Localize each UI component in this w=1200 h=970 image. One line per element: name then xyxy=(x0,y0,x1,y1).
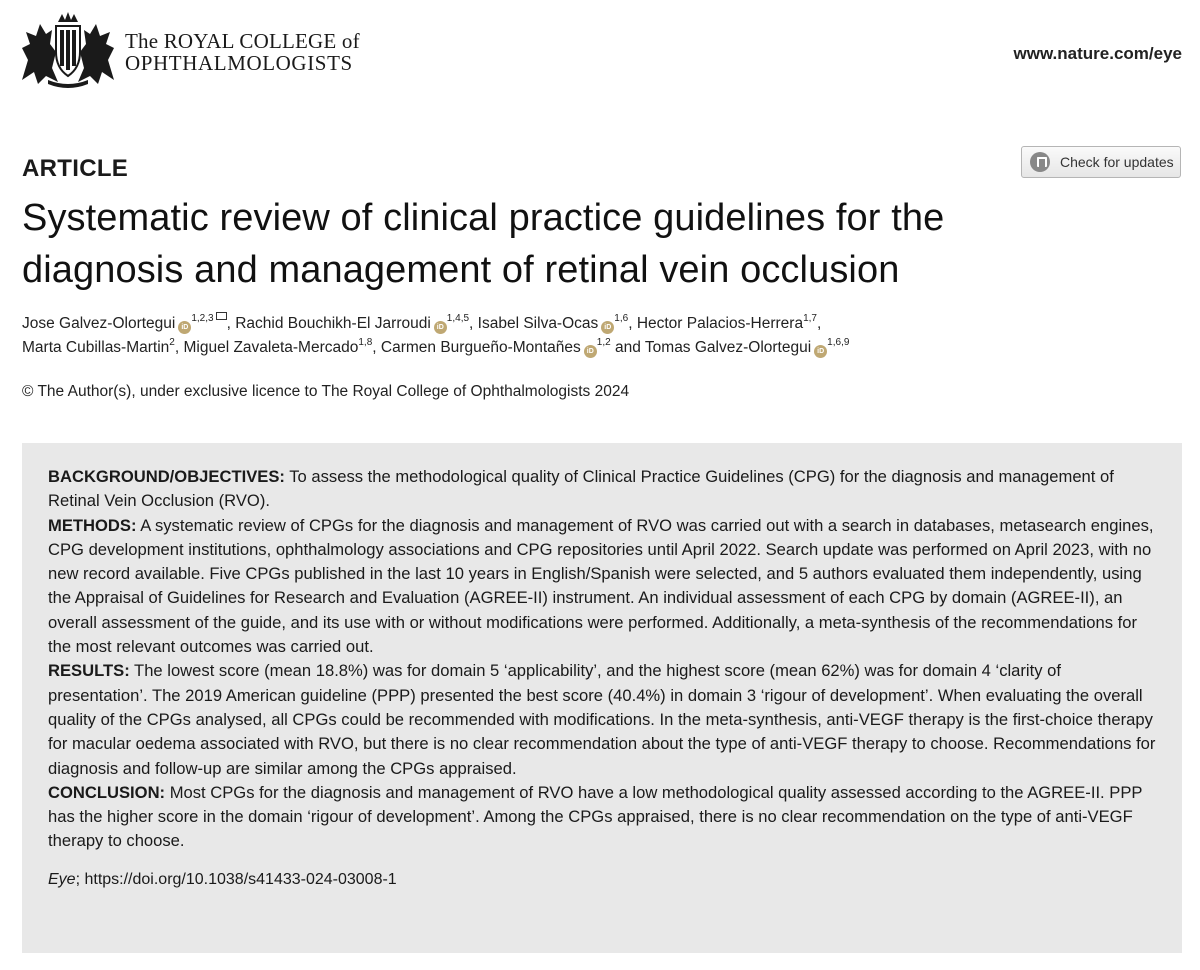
author-6[interactable]: Miguel Zavaleta-Mercado$^{1,8}$ xyxy=(183,337,373,356)
orcid-icon[interactable]: iD xyxy=(178,321,191,334)
author-7[interactable]: Carmen Burgueño-Montañes iD$^{1,2}$ xyxy=(380,337,611,356)
orcid-icon[interactable]: iD xyxy=(814,345,827,358)
journal-name: Eye xyxy=(48,870,76,888)
author-2[interactable]: Rachid Bouchikh-El Jarroudi iD$^{1,4,5}$ xyxy=(235,313,470,332)
author-8[interactable]: Tomas Galvez-Olortegui iD$^{1,6,9}$ xyxy=(644,337,850,356)
orcid-icon[interactable]: iD xyxy=(434,321,447,334)
royal-college-crest-icon xyxy=(18,10,118,88)
journal-url-link[interactable]: www.nature.com/eye xyxy=(1013,44,1182,63)
check-for-updates-button[interactable] xyxy=(1021,146,1181,178)
abstract-background: BACKGROUND/OBJECTIVES: To assess the methodological quality of Clinical Practice Guidelines (CPG) for the diagnosis and management of Retinal Vein Occlusion (RVO). xyxy=(48,467,1114,511)
author-1[interactable]: Jose Galvez-Olortegui iD$^{1,2,3}$ xyxy=(22,315,227,332)
doi-link[interactable]: ; https://doi.org/10.1038/s41433-024-03008-1 xyxy=(75,870,397,888)
bookmark-icon xyxy=(1030,152,1050,172)
article-type-label: ARTICLE xyxy=(22,155,129,182)
envelope-icon[interactable] xyxy=(216,312,227,320)
author-3[interactable]: Isabel Silva-Ocas iD$^{1,6}$ xyxy=(477,313,629,332)
page-header xyxy=(0,0,1200,110)
title-line1: Systematic review of clinical practice guidelines for the xyxy=(22,197,945,239)
article-title xyxy=(22,192,1172,296)
author-5[interactable]: Marta Cubillas-Martin$^2$ xyxy=(22,337,175,356)
copyright-notice: © The Author(s), under exclusive licence to The Royal College of Ophthalmologists 2024 xyxy=(22,383,630,400)
abstract-methods: METHODS: A systematic review of CPGs for the diagnosis and management of RVO was carried out with a search in databases, metasearch engines, CPG development institutions, ophthalmology associations and CPG repositories until April 2022. Search update was performed on April 2023, with no new record available. Five CPGs published in the last 10 years in English/Spanish were selected, and 5 authors evaluated them independently, using the Appraisal of Guidelines for Research and Evaluation (AGREE-II) instrument. An individual assessment of each CPG by domain (AGREE-II), an overall assessment of the guide, and its use with or without modifications were performed. Additionally, a meta-synthesis of the recommendations for the most relevant outcomes was carried out. xyxy=(48,515,1154,657)
citation xyxy=(48,868,1156,892)
college-name xyxy=(125,30,360,74)
college-name-line2: OPHTHALMOLOGISTS xyxy=(125,51,353,75)
title-line2: diagnosis and management of retinal vein occlusion xyxy=(22,249,900,291)
author-list: Jose Galvez-Olortegui iD$^{1,2,3}$ , Rachid Bouchikh-El Jarroudi iD$^{1,4,5}$, Isabel Silva-Ocas iD$^{1,6}$, Hector Palacios-Herrera$^{1,7}$, Marta Cubillas-Martin$^2$, Miguel Zavaleta-Mercado$^{1,8}$, Carmen Burgueño-Montañes iD$^{1,2}$ and Tomas Galvez-Olortegui iD$^{1,6,9}$ xyxy=(22,313,850,356)
abstract-results: RESULTS: The lowest score (mean 18.8%) was for domain 5 ‘applicability’, and the highest score (mean 62%) was for domain 4 ‘clarity of presentation’. The 2019 American guideline (PPP) presented the best score (40.4%) in domain 3 ‘rigour of development’. When evaluating the overall quality of the CPGs analysed, all CPGs could be recommended with modifications. In the meta-synthesis, anti-VEGF therapy is the first-choice therapy for macular oedema associated with RVO, but there is no clear recommendation about the type of anti-VEGF therapy to choose. Recommendations for diagnosis and follow-up are similar among the CPGs appraised. xyxy=(48,661,1156,778)
orcid-icon[interactable]: iD xyxy=(601,321,614,334)
orcid-icon[interactable]: iD xyxy=(584,345,597,358)
author-4[interactable]: Hector Palacios-Herrera$^{1,7}$ xyxy=(636,313,817,332)
check-for-updates-label: Check for updates xyxy=(1060,154,1174,170)
college-name-line1: The ROYAL COLLEGE of xyxy=(125,29,360,53)
abstract-box xyxy=(22,443,1182,953)
abstract-conclusion: CONCLUSION: Most CPGs for the diagnosis and management of RVO have a low methodological quality assessed according to the AGREE-II. PPP has the higher score in the domain ‘rigour of development’. Among the CPGs appraised, there is no clear recommendation on the type of anti-VEGF therapy to choose. xyxy=(48,782,1143,851)
